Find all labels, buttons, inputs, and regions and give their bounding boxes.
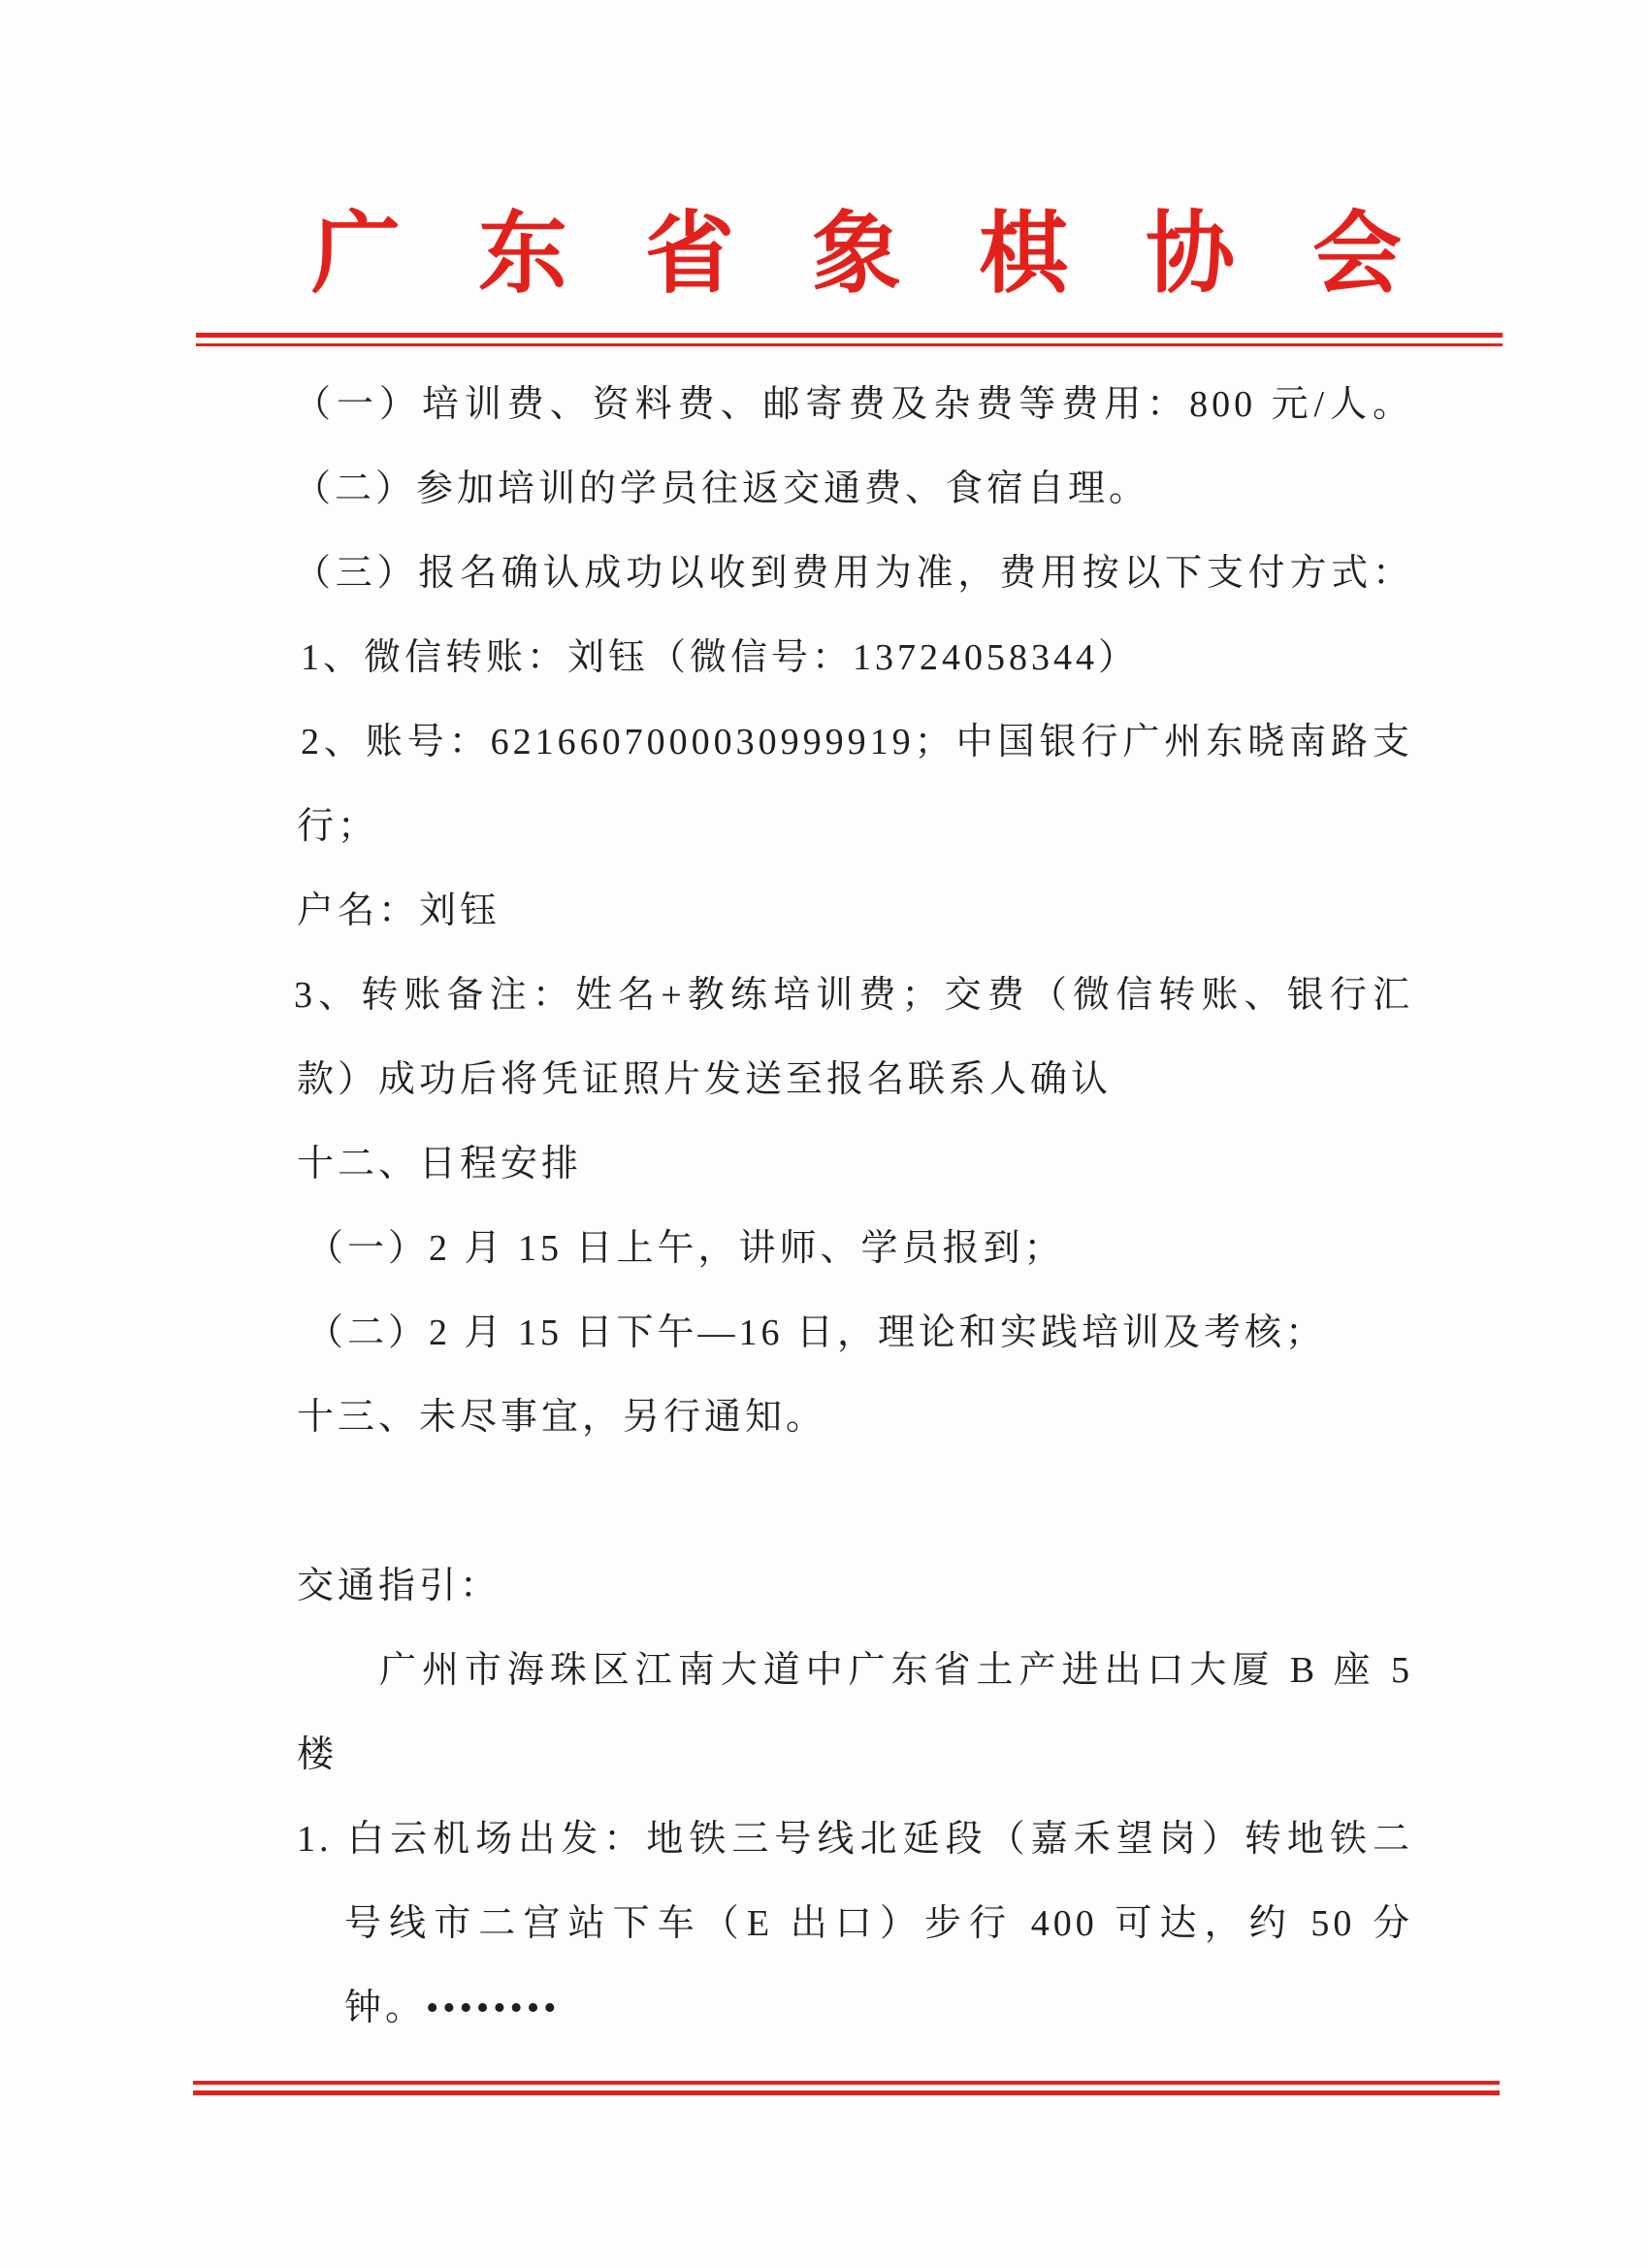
transport-route-airport: 1. 白云机场出发：地铁三号线北延段（嘉禾望岗）转地铁二 [297, 1819, 1413, 1860]
transport-route-airport-cont: 号线市二宫站下车（E 出口）步行 400 可达，约 50 分 [344, 1903, 1413, 1944]
section-13-notice: 十三、未尽事宜，另行通知。 [297, 1397, 827, 1438]
payment-wechat: 1、微信转账：刘钰（微信号：13724058344） [301, 637, 1140, 678]
payment-account-name: 户名：刘钰 [297, 891, 501, 931]
header-rule-thick [196, 333, 1503, 338]
section-12-heading: 十二、日程安排 [297, 1144, 583, 1184]
schedule-item-1: （一）2 月 15 日上午，讲师、学员报到； [307, 1228, 1065, 1269]
payment-remark-cont: 款）成功后将凭证照片发送至报名联系人确认 [297, 1059, 1113, 1100]
body-text [0, 363, 1649, 2051]
payment-bank-account: 2、账号：6216607000030999919；中国银行广州东晓南路支 [301, 722, 1413, 762]
header-rule-thin [196, 343, 1503, 346]
transport-address: 广州市海珠区江南大道中广东省土产进出口大厦 B 座 5 [379, 1650, 1413, 1691]
footer-rule-thin [193, 2081, 1500, 2085]
fee-item-2: （二）参加培训的学员往返交通费、食宿自理。 [294, 469, 1150, 509]
transport-route-airport-end: 钟。•••••••• [344, 1988, 561, 2028]
payment-method-intro: （三）报名确认成功以收到费用为准，费用按以下支付方式： [294, 553, 1413, 594]
transport-address-cont: 楼 [297, 1734, 339, 1775]
fee-item-1: （一）培训费、资料费、邮寄费及杂费等费用：800 元/人。 [294, 384, 1413, 425]
transport-heading: 交通指引： [297, 1566, 501, 1606]
payment-bank-account-cont: 行； [297, 806, 379, 847]
payment-remark: 3、转账备注：姓名+教练培训费；交费（微信转账、银行汇 [294, 975, 1413, 1016]
footer-rule-thick [193, 2090, 1500, 2095]
paragraph-gap [0, 1460, 1649, 1544]
schedule-item-2: （二）2 月 15 日下午—16 日，理论和实践培训及考核； [307, 1312, 1327, 1353]
letterhead-title: 广东省象棋协会 [311, 205, 1480, 304]
